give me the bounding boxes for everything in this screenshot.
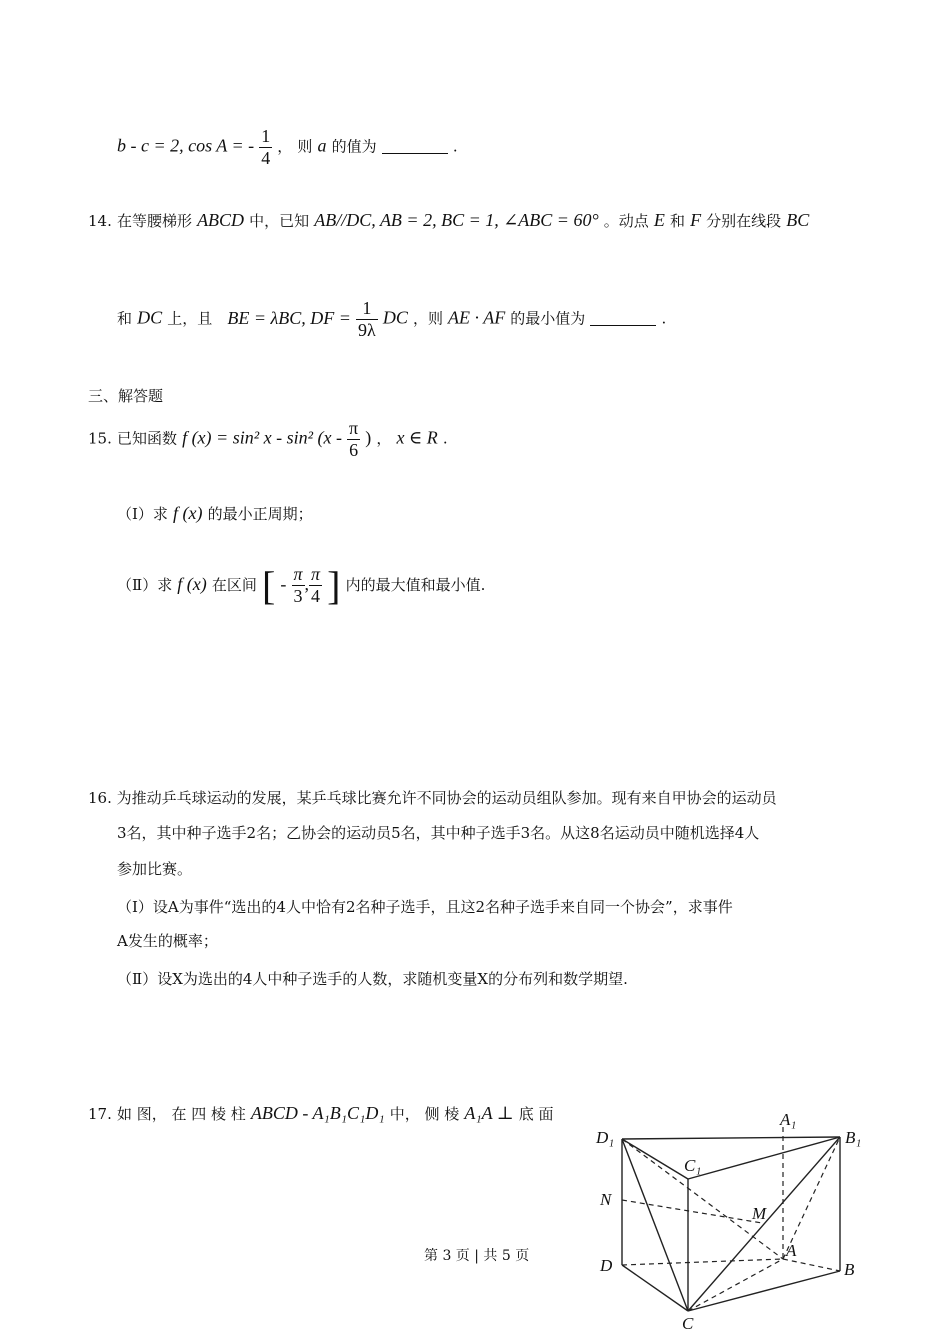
q15-p2-a-num: π: [293, 564, 303, 585]
edge-c1-b1: [688, 1137, 840, 1179]
label-c1: C₁: [684, 1156, 702, 1175]
label-b: B: [844, 1260, 855, 1279]
q15-p2-tail: 内的最大值和最小值.: [345, 576, 486, 594]
q14-text-3: 。动点: [603, 212, 649, 230]
q14-text-2: 中，已知: [249, 212, 310, 230]
label-a: A: [786, 1241, 797, 1260]
edge-a-b: [783, 1259, 840, 1271]
q17-text-2: 中， 侧 棱: [389, 1105, 460, 1123]
q13-period: .: [452, 137, 458, 156]
q14-and: 和: [669, 212, 685, 230]
label-m: M: [752, 1204, 767, 1223]
q17-edge: A₁A ⊥: [464, 1103, 514, 1123]
q15-p2-frac-a: [292, 564, 305, 606]
q13-comma: ，: [277, 137, 293, 156]
q15-part2: [117, 562, 485, 609]
q15-p2-function: f (x): [177, 574, 207, 594]
q15-domain: x ∈ R: [396, 427, 438, 448]
q15-number: 15.: [88, 429, 112, 448]
q15-left-bracket: [: [261, 563, 276, 608]
page-footer: 第 3 页 | 共 5 页: [424, 1248, 530, 1264]
edge-c-b1: [688, 1137, 840, 1311]
q14-line2: [117, 298, 666, 340]
q14-abcd: ABCD: [197, 210, 245, 230]
q16-part1-line1: （Ⅰ）设A为事件“选出的4人中恰有2名种子选手，且这2名种子选手来自同一个协会”，求事件: [117, 898, 733, 916]
edge-d1-c1: [622, 1139, 688, 1179]
edge-c-a: [688, 1259, 783, 1311]
q14-vector-condition: BE = λBC, DF =: [227, 307, 351, 328]
q15-comma: ，: [376, 429, 392, 448]
q15-stem: [88, 418, 448, 460]
q14-segment-dc: DC: [137, 307, 163, 328]
q16-part1-line2: A发生的概率；: [117, 932, 218, 950]
q13-equation: b - c = 2, cos A = -: [117, 135, 255, 156]
q17-prism: ABCD - A₁B₁C₁D₁: [250, 1103, 385, 1123]
label-b1: B₁: [845, 1128, 862, 1147]
q16-line2: 3名，其中种子选手2名；乙协会的运动员5名，其中种子选手3名。从这8名运动员中随机选择4人: [117, 824, 760, 842]
q13-var: a: [317, 135, 327, 156]
q14-text-7: ，则: [412, 309, 443, 328]
q14-frac-den: 9λ: [358, 319, 376, 340]
q15-p2-mid: 在区间: [211, 576, 257, 594]
prism-figure: [590, 1105, 880, 1335]
q14-point-e: E: [653, 210, 665, 230]
q13-tail: [117, 126, 458, 168]
q14-text-5: 和: [117, 309, 133, 328]
q13-frac-den: 4: [261, 147, 271, 168]
label-n: N: [600, 1190, 612, 1209]
q14-line1: [88, 210, 809, 231]
q14-text-6: 上，且: [167, 309, 213, 328]
edge-d1-c: [622, 1139, 688, 1311]
q15-p1-function: f (x): [173, 503, 203, 523]
q14-text-4: 分别在线段: [706, 212, 782, 230]
q15-part1: [117, 503, 313, 524]
q15-frac-num: π: [349, 418, 359, 438]
q16-line3: 参加比赛。: [117, 860, 193, 878]
edge-c-b: [688, 1271, 840, 1311]
q13-frac-num: 1: [261, 126, 271, 146]
q15-fraction: [347, 418, 360, 460]
q14-condition: AB//DC, AB = 2, BC = 1, ∠ABC = 60°: [314, 210, 599, 230]
label-d: D: [600, 1256, 613, 1275]
q15-p2-frac-b: [309, 564, 322, 606]
q13-answer-blank[interactable]: [382, 139, 448, 154]
q17-stem: [88, 1103, 554, 1124]
q15-frac-den: 6: [349, 439, 359, 460]
q15-p2-b-num: π: [311, 564, 321, 585]
q14-point-f: F: [690, 210, 702, 230]
q15-close-paren: ): [365, 427, 372, 448]
q15-p2-comma: ,: [304, 574, 310, 594]
label-a1: A₁: [780, 1110, 797, 1129]
q16-text-1: 为推动乒乓球运动的发展，某乒乓球比赛允许不同协会的运动员组队参加。现有来自甲协会的运动员: [116, 789, 777, 807]
edge-d1-a: [622, 1139, 783, 1259]
q13-tail-text: 的值为: [331, 137, 377, 156]
q16-number: 16.: [88, 789, 112, 807]
section-heading: 三、解答题: [88, 387, 164, 405]
q15-p2-b-den: 4: [311, 586, 321, 606]
q14-segment-bc: BC: [786, 210, 810, 230]
q15-right-bracket: ]: [327, 563, 341, 608]
q14-frac-num: 1: [356, 298, 378, 320]
edge-d1-b1: [622, 1137, 840, 1139]
edge-d-a: [622, 1259, 783, 1265]
edge-d-c: [622, 1265, 688, 1311]
q15-p2-minus: -: [280, 574, 287, 594]
q13-then: 则: [297, 137, 313, 156]
q15-p1-tail: 的最小正周期；: [207, 505, 313, 523]
q14-answer-blank[interactable]: [590, 311, 656, 326]
q17-number: 17.: [88, 1105, 112, 1123]
q15-p1-label: （Ⅰ）求: [117, 505, 168, 523]
q13-fraction: [259, 126, 272, 168]
q14-fraction: [356, 298, 378, 340]
q14-dot-product: AE · AF: [448, 307, 506, 328]
q15-function: f (x) = sin² x - sin² (x -: [182, 427, 342, 448]
q14-vector-tail: DC: [382, 307, 408, 328]
q17-text-3: 底 面: [518, 1105, 554, 1123]
q17-text-1: 如 图， 在 四 棱 柱: [116, 1105, 246, 1123]
q15-p2-label: （Ⅱ）求: [117, 576, 173, 594]
q14-text-1: 在等腰梯形: [116, 212, 192, 230]
label-c: C: [682, 1314, 694, 1333]
edge-n-m: [622, 1200, 762, 1223]
q16-line1: [88, 787, 777, 808]
q16-part2: （Ⅱ）设X为选出的4人中种子选手的人数，求随机变量X的分布列和数学期望.: [117, 970, 628, 988]
q15-p2-a-den: 3: [293, 586, 303, 606]
q14-number: 14.: [88, 212, 112, 230]
q15-text-1: 已知函数: [116, 429, 177, 448]
q15-period: .: [442, 429, 448, 448]
label-d1: D₁: [596, 1128, 615, 1147]
q14-period: .: [661, 309, 667, 328]
q14-text-8: 的最小值为: [510, 309, 586, 328]
